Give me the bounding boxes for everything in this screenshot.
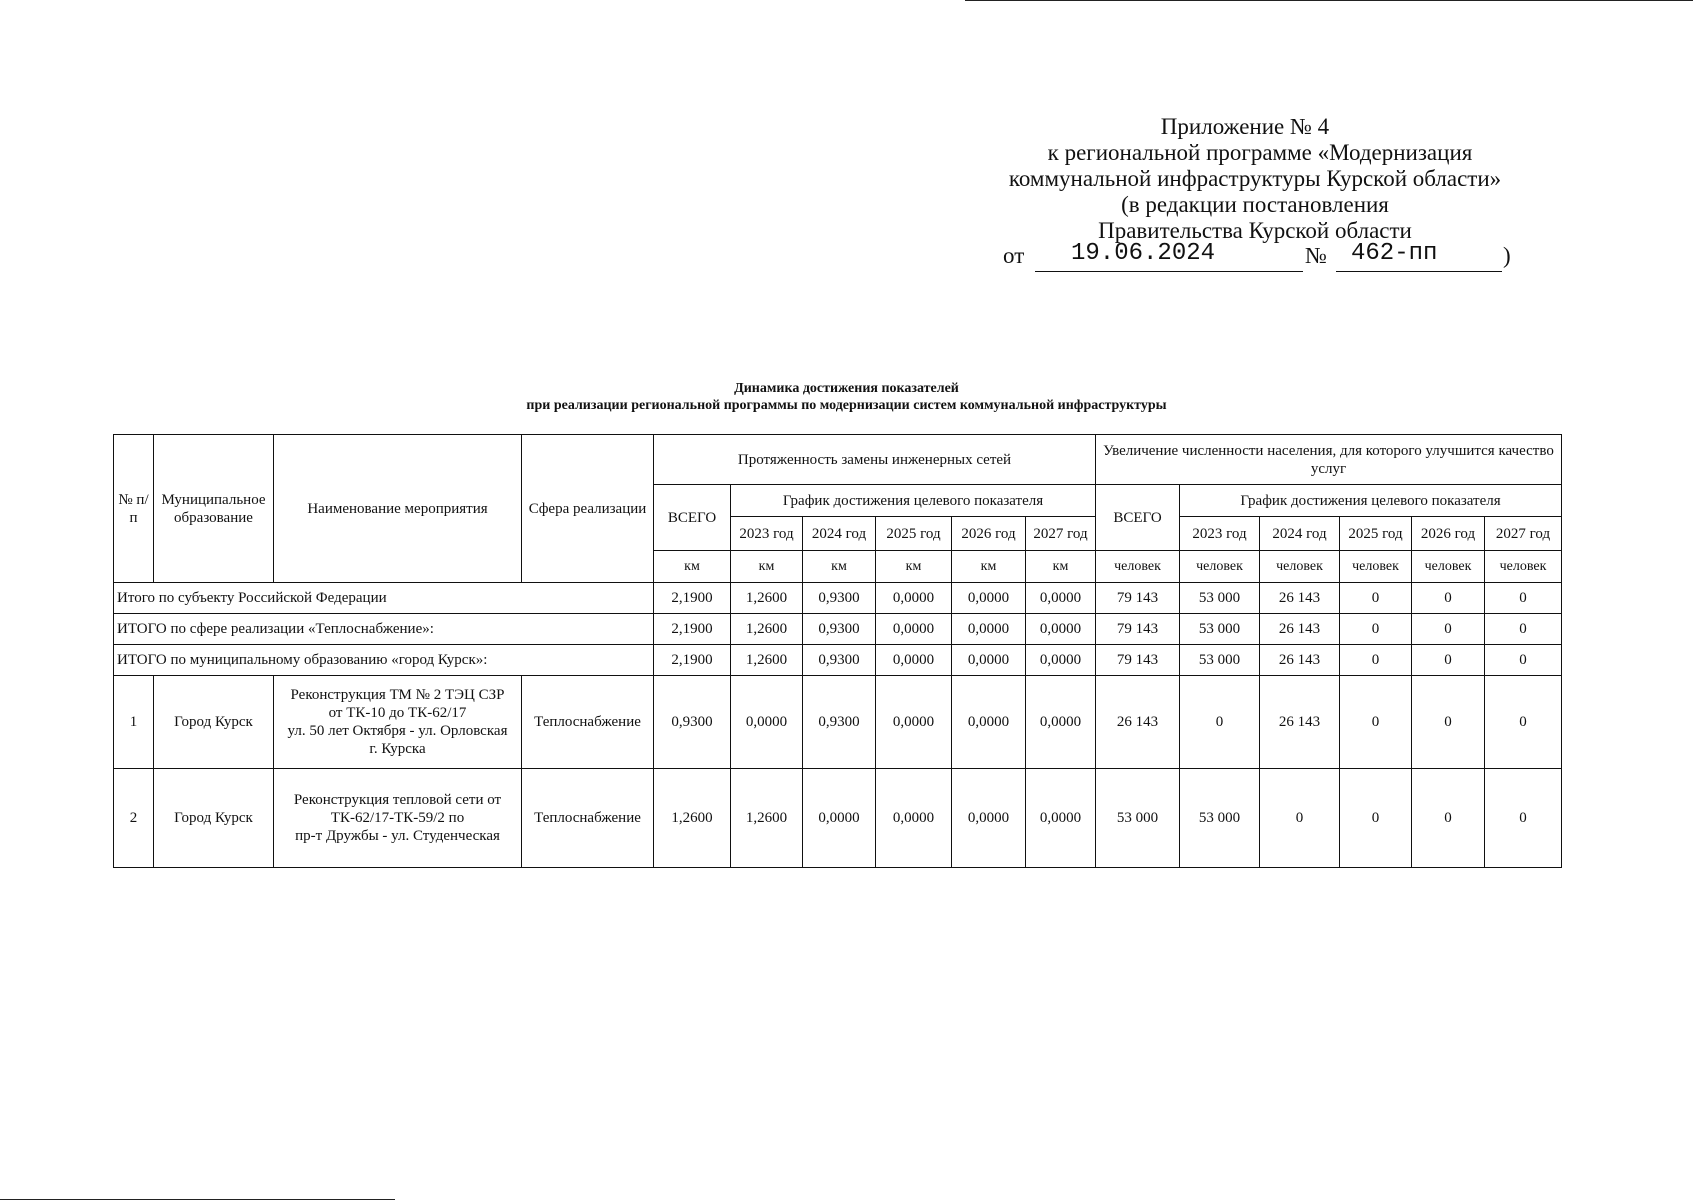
- length-year-2025: 2025 год: [876, 517, 952, 551]
- value-cell: 0: [1412, 614, 1485, 645]
- document-title: [0, 380, 1693, 414]
- value-cell: 0: [1340, 676, 1412, 769]
- pop-total-header: ВСЕГО: [1096, 485, 1180, 551]
- value-cell: 0,0000: [876, 614, 952, 645]
- population-group-header: Увеличение численности населения, для которого улучшится качество услуг: [1096, 435, 1562, 485]
- summary-row: [114, 645, 1562, 676]
- row-municipality: Город Курск: [154, 769, 274, 868]
- unit-people: человек: [1096, 551, 1180, 583]
- date-underline: [1035, 271, 1303, 272]
- col-mo-header: Муниципальное образование: [154, 435, 274, 583]
- value-cell: 0: [1340, 769, 1412, 868]
- title-line-2: при реализации региональной программы по модернизации систем коммунальной инфраструктуры: [526, 398, 1167, 413]
- unit-people: человек: [1485, 551, 1562, 583]
- value-cell: 1,2600: [731, 769, 803, 868]
- col-name-header: Наименование мероприятия: [274, 435, 522, 583]
- value-cell: 0,0000: [803, 769, 876, 868]
- value-cell: 0: [1485, 645, 1562, 676]
- value-cell: 26 143: [1096, 676, 1180, 769]
- summary-label: ИТОГО по муниципальному образованию «город Курск»:: [114, 645, 654, 676]
- value-cell: 26 143: [1260, 614, 1340, 645]
- length-year-2027: 2027 год: [1026, 517, 1096, 551]
- value-cell: 0: [1340, 583, 1412, 614]
- length-group-header: Протяженность замены инженерных сетей: [654, 435, 1096, 485]
- value-cell: 0: [1180, 676, 1260, 769]
- appendix-line-2: к региональной программе «Модернизация: [1047, 140, 1473, 165]
- value-cell: 0,9300: [803, 583, 876, 614]
- row-number: 2: [114, 769, 154, 868]
- appendix-line-5: Правительства Курской области: [1098, 218, 1412, 243]
- unit-km: км: [654, 551, 731, 583]
- summary-label: Итого по субъекту Российской Федерации: [114, 583, 654, 614]
- value-cell: 53 000: [1180, 769, 1260, 868]
- title-line-1: Динамика достижения показателей: [734, 381, 959, 396]
- row-number: 1: [114, 676, 154, 769]
- value-cell: 1,2600: [731, 645, 803, 676]
- value-cell: 0: [1485, 614, 1562, 645]
- activity-name-line: ул. 50 лет Октября - ул. Орловская: [287, 723, 508, 739]
- length-schedule-header: График достижения целевого показателя: [731, 485, 1096, 517]
- pop-year-2023: 2023 год: [1180, 517, 1260, 551]
- value-cell: 0,9300: [654, 676, 731, 769]
- value-cell: 0,0000: [876, 583, 952, 614]
- value-cell: 0: [1340, 645, 1412, 676]
- scan-artifact-top: [965, 0, 1693, 1]
- value-cell: 0: [1485, 583, 1562, 614]
- value-cell: 26 143: [1260, 583, 1340, 614]
- number-sign: №: [1305, 243, 1327, 268]
- value-cell: 0,9300: [803, 614, 876, 645]
- value-cell: 79 143: [1096, 583, 1180, 614]
- length-total-header: ВСЕГО: [654, 485, 731, 551]
- row-sphere: Теплоснабжение: [522, 676, 654, 769]
- appendix-line-4: (в редакции постановления: [1121, 192, 1389, 217]
- value-cell: 0: [1485, 769, 1562, 868]
- summary-row: [114, 583, 1562, 614]
- value-cell: 0,0000: [952, 769, 1026, 868]
- value-cell: 0,0000: [1026, 614, 1096, 645]
- col-sphere-header: Сфера реализации: [522, 435, 654, 583]
- header-row-1: [114, 435, 1562, 485]
- value-cell: 0: [1412, 769, 1485, 868]
- indicators-table: [113, 434, 1562, 868]
- unit-km: км: [1026, 551, 1096, 583]
- value-cell: 0: [1260, 769, 1340, 868]
- value-cell: 2,1900: [654, 614, 731, 645]
- unit-km: км: [876, 551, 952, 583]
- ot-label: от: [1003, 243, 1025, 268]
- number-underline: [1336, 271, 1502, 272]
- activity-name-line: Реконструкция ТМ № 2 ТЭЦ СЗР: [290, 687, 505, 703]
- length-year-2024: 2024 год: [803, 517, 876, 551]
- value-cell: 53 000: [1180, 645, 1260, 676]
- value-cell: 0,0000: [1026, 769, 1096, 868]
- value-cell: 0: [1340, 614, 1412, 645]
- value-cell: 79 143: [1096, 614, 1180, 645]
- value-cell: 0,0000: [876, 645, 952, 676]
- value-cell: 0,9300: [803, 676, 876, 769]
- table-row: [114, 769, 1562, 868]
- activity-name-line: пр-т Дружбы - ул. Студенческая: [295, 828, 500, 844]
- value-cell: 26 143: [1260, 676, 1340, 769]
- table-row: [114, 676, 1562, 769]
- appendix-line-1: Приложение № 4: [1160, 114, 1330, 139]
- unit-km: км: [731, 551, 803, 583]
- value-cell: 1,2600: [654, 769, 731, 868]
- value-cell: 0,0000: [876, 769, 952, 868]
- value-cell: 0: [1412, 676, 1485, 769]
- value-cell: 2,1900: [654, 583, 731, 614]
- row-municipality: Город Курск: [154, 676, 274, 769]
- row-sphere: Теплоснабжение: [522, 769, 654, 868]
- value-cell: 0,0000: [876, 676, 952, 769]
- value-cell: 0,0000: [731, 676, 803, 769]
- value-cell: 53 000: [1096, 769, 1180, 868]
- pop-year-2027: 2027 год: [1485, 517, 1562, 551]
- row-activity-name: [274, 769, 522, 868]
- value-cell: 0,0000: [952, 583, 1026, 614]
- value-cell: 26 143: [1260, 645, 1340, 676]
- unit-people: человек: [1340, 551, 1412, 583]
- unit-km: км: [803, 551, 876, 583]
- activity-name-line: г. Курска: [369, 741, 426, 757]
- value-cell: 0,0000: [1026, 583, 1096, 614]
- value-cell: 0,0000: [1026, 676, 1096, 769]
- row-activity-name: [274, 676, 522, 769]
- pop-year-2026: 2026 год: [1412, 517, 1485, 551]
- pop-schedule-header: График достижения целевого показателя: [1180, 485, 1562, 517]
- unit-people: человек: [1260, 551, 1340, 583]
- value-cell: 0: [1412, 645, 1485, 676]
- activity-name-line: Реконструкция тепловой сети от: [293, 792, 502, 808]
- length-year-2026: 2026 год: [952, 517, 1026, 551]
- value-cell: 0,0000: [952, 645, 1026, 676]
- value-cell: 0,0000: [1026, 645, 1096, 676]
- resolution-number: 462-пп: [1351, 240, 1438, 267]
- unit-km: км: [952, 551, 1026, 583]
- activity-name-line: ТК-62/17-ТК-59/2 по: [330, 810, 465, 826]
- value-cell: 79 143: [1096, 645, 1180, 676]
- summary-label: ИТОГО по сфере реализации «Теплоснабжение»:: [114, 614, 654, 645]
- pop-year-2024: 2024 год: [1260, 517, 1340, 551]
- activity-name-line: от ТК-10 до ТК-62/17: [328, 705, 467, 721]
- appendix-line-3: коммунальной инфраструктуры Курской области»: [1008, 166, 1502, 191]
- value-cell: 53 000: [1180, 614, 1260, 645]
- value-cell: 0,9300: [803, 645, 876, 676]
- value-cell: 0: [1412, 583, 1485, 614]
- col-num-header: № п/п: [114, 435, 154, 583]
- value-cell: 0,0000: [952, 676, 1026, 769]
- unit-people: человек: [1180, 551, 1260, 583]
- value-cell: 1,2600: [731, 583, 803, 614]
- value-cell: 0: [1485, 676, 1562, 769]
- value-cell: 1,2600: [731, 614, 803, 645]
- closing-paren: ): [1503, 243, 1511, 268]
- resolution-date: 19.06.2024: [1071, 240, 1216, 267]
- value-cell: 53 000: [1180, 583, 1260, 614]
- unit-people: человек: [1412, 551, 1485, 583]
- summary-row: [114, 614, 1562, 645]
- appendix-block: [960, 114, 1560, 244]
- length-year-2023: 2023 год: [731, 517, 803, 551]
- value-cell: 0,0000: [952, 614, 1026, 645]
- pop-year-2025: 2025 год: [1340, 517, 1412, 551]
- value-cell: 2,1900: [654, 645, 731, 676]
